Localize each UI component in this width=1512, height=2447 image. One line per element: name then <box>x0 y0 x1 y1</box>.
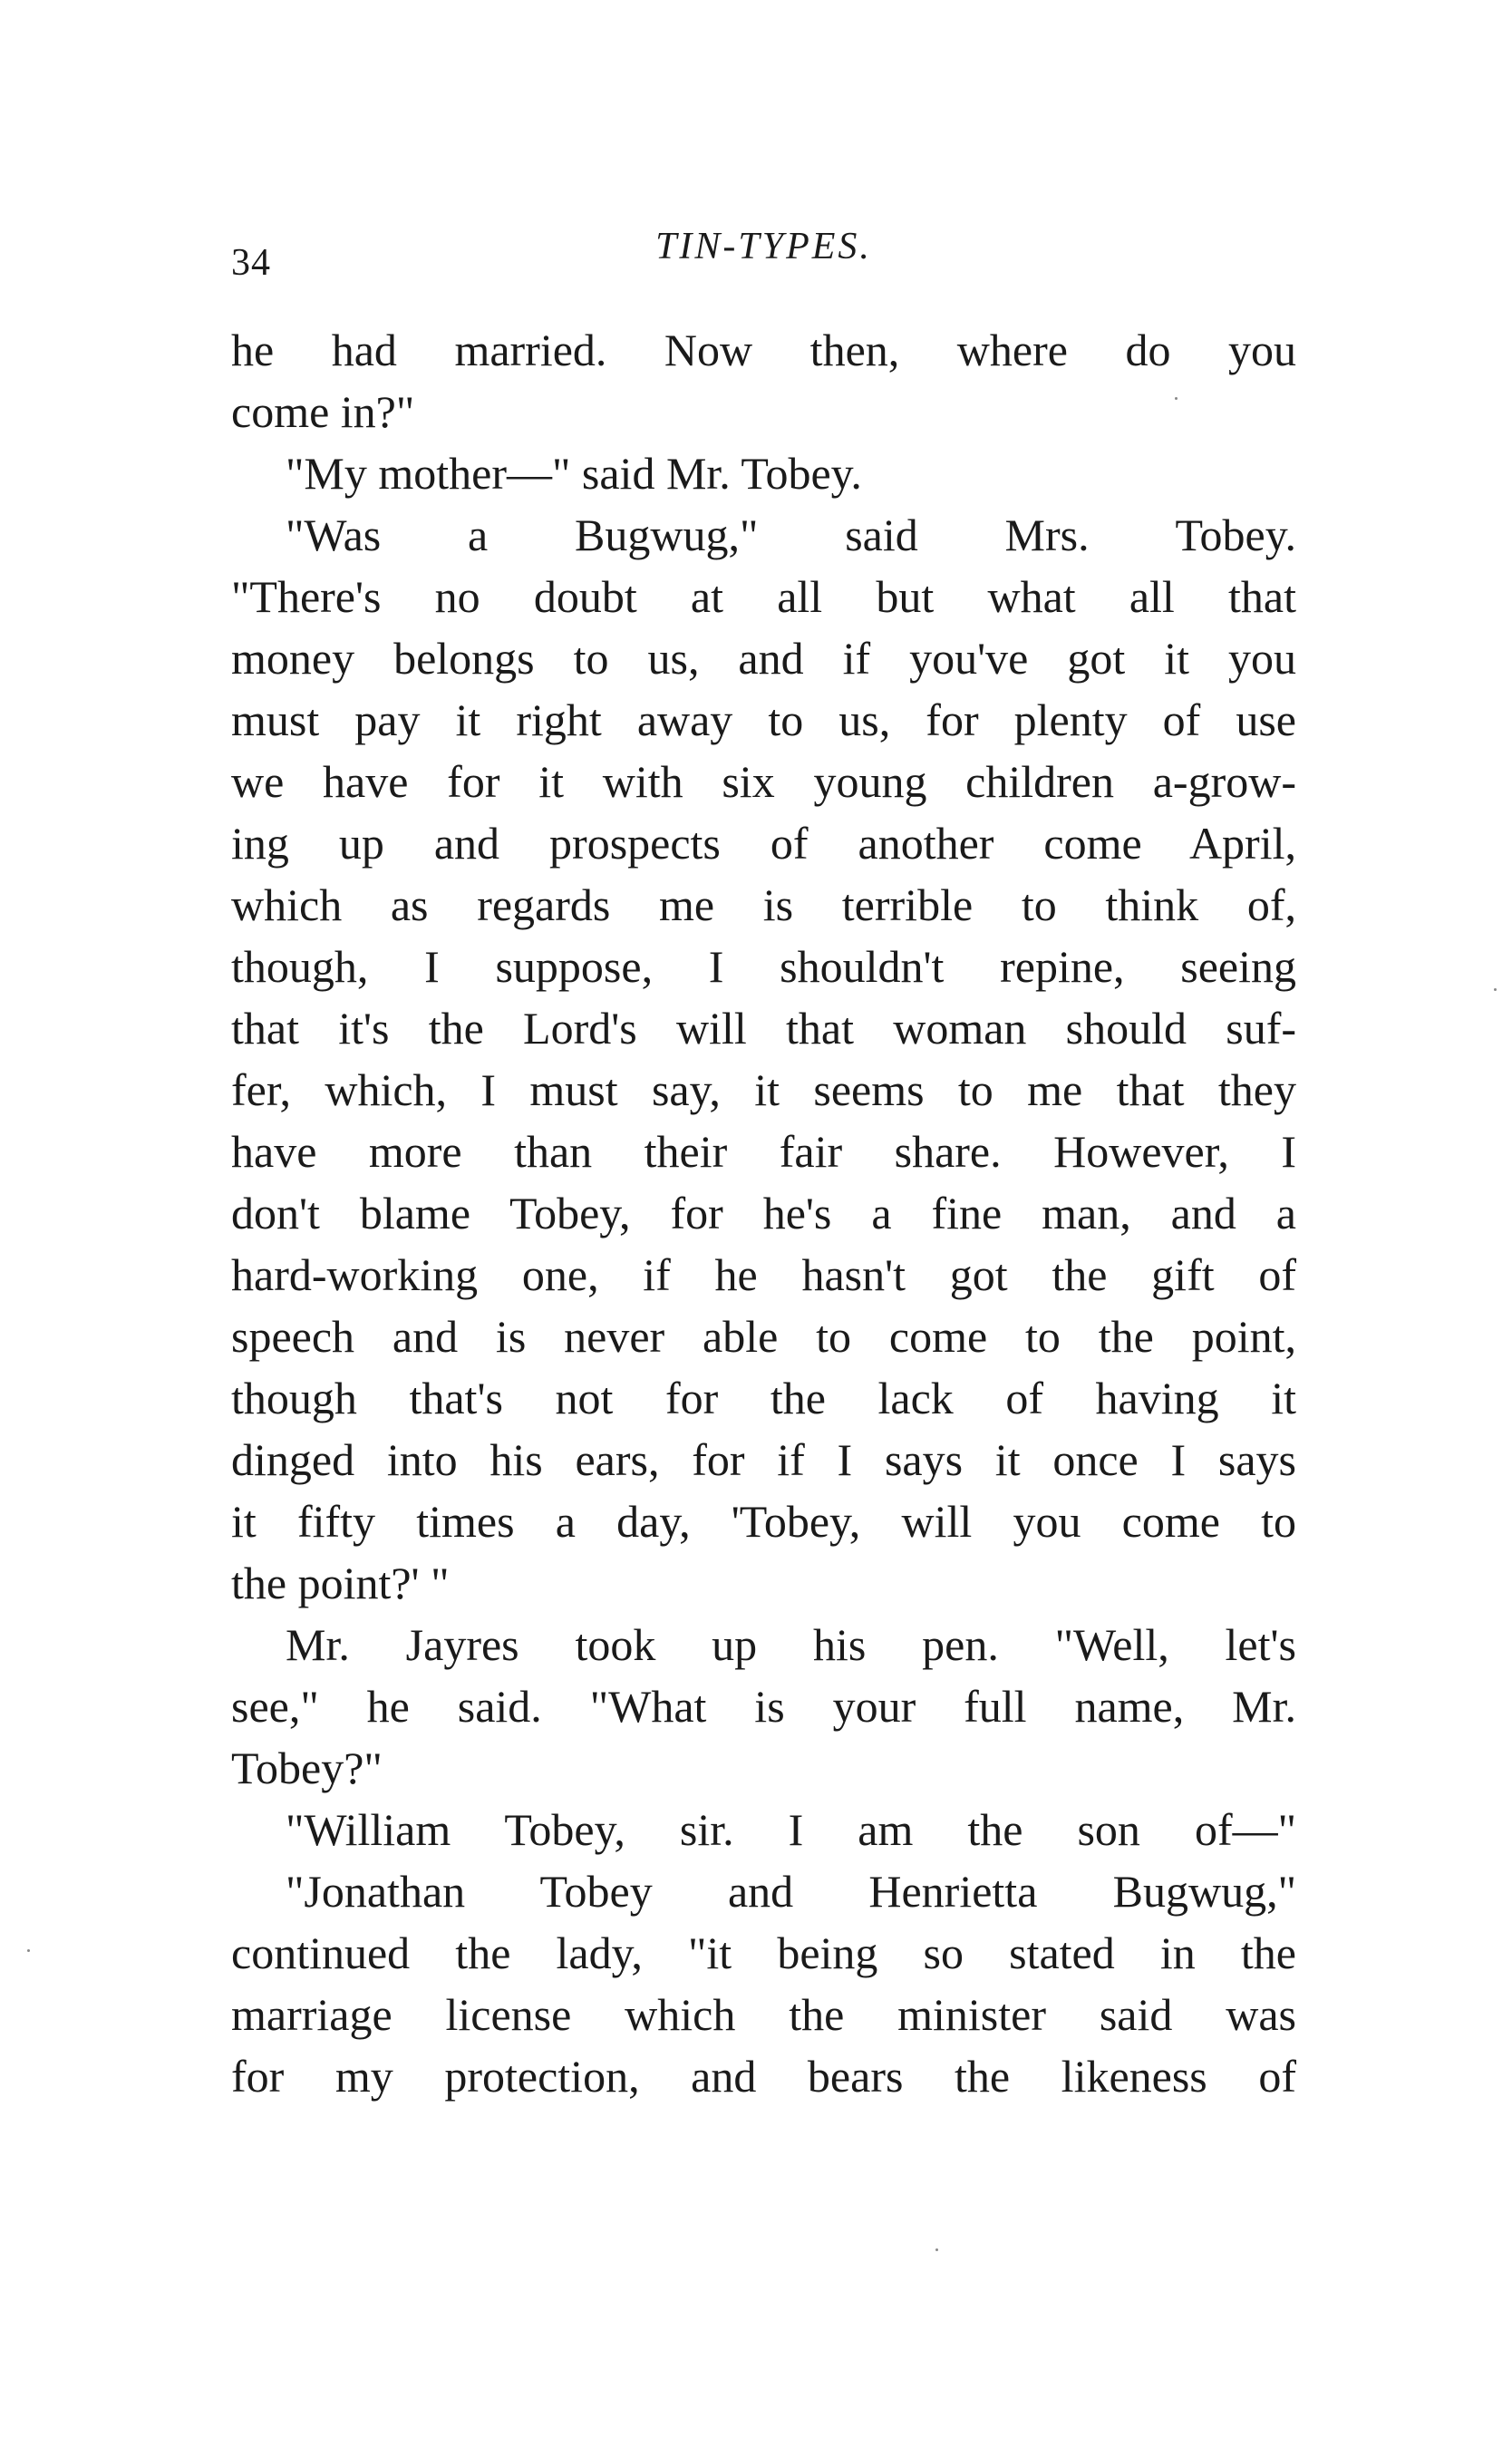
text-line: it fifty times a day, 'Tobey, will you come to <box>231 1496 1296 1547</box>
text-line: he had married. Now then, where do you <box>231 325 1296 375</box>
text-line: though, I suppose, I shouldn't repine, seeing <box>231 941 1296 992</box>
text-line: which as regards me is terrible to think of, <box>231 879 1296 930</box>
text-line: Tobey?" <box>231 1743 383 1793</box>
text-line: come in?" <box>231 386 415 437</box>
text-line: money belongs to us, and if you've got it you <box>231 633 1296 684</box>
text-line: "William Tobey, sir. I am the son of—" <box>286 1804 1296 1855</box>
text-line: though that's not for the lack of having it <box>231 1373 1296 1423</box>
scan-speck <box>935 2248 938 2251</box>
scan-speck <box>1175 397 1178 400</box>
text-line: "Was a Bugwug," said Mrs. Tobey. <box>286 510 1296 560</box>
text-line: marriage license which the minister said was <box>231 1989 1296 2040</box>
page-number: 34 <box>231 242 271 284</box>
text-line: hard-working one, if he hasn't got the gift of <box>231 1249 1296 1300</box>
text-line: for my protection, and bears the likeness of <box>231 2051 1296 2102</box>
body-text <box>231 319 1296 2107</box>
text-line: continued the lady, "it being so stated in the <box>231 1927 1296 1978</box>
text-line: speech and is never able to come to the point, <box>231 1311 1296 1362</box>
text-line: don't blame Tobey, for he's a fine man, and a <box>231 1188 1296 1238</box>
text-line: we have for it with six young children a-grow- <box>231 756 1296 807</box>
scan-speck <box>1494 988 1497 991</box>
text-line: the point?' " <box>231 1558 450 1608</box>
running-title: TIN-TYPES. <box>655 226 872 267</box>
text-line: "Jonathan Tobey and Henrietta Bugwug," <box>286 1866 1296 1917</box>
text-line: fer, which, I must say, it seems to me that they <box>231 1064 1296 1115</box>
text-line: ing up and prospects of another come April, <box>231 818 1296 869</box>
text-line: "There's no doubt at all but what all that <box>231 571 1296 622</box>
text-line: that it's the Lord's will that woman should suf- <box>231 1003 1296 1054</box>
text-line: dinged into his ears, for if I says it once I says <box>231 1434 1296 1485</box>
text-line: Mr. Jayres took up his pen. "Well, let's <box>286 1619 1296 1670</box>
text-line: must pay it right away to us, for plenty of use <box>231 694 1296 745</box>
text-line: see," he said. "What is your full name, Mr. <box>231 1681 1296 1732</box>
scan-speck <box>27 1949 30 1952</box>
text-line: "My mother—" said Mr. Tobey. <box>286 448 862 499</box>
page-header <box>231 225 1296 288</box>
text-line: have more than their fair share. However, I <box>231 1126 1296 1177</box>
